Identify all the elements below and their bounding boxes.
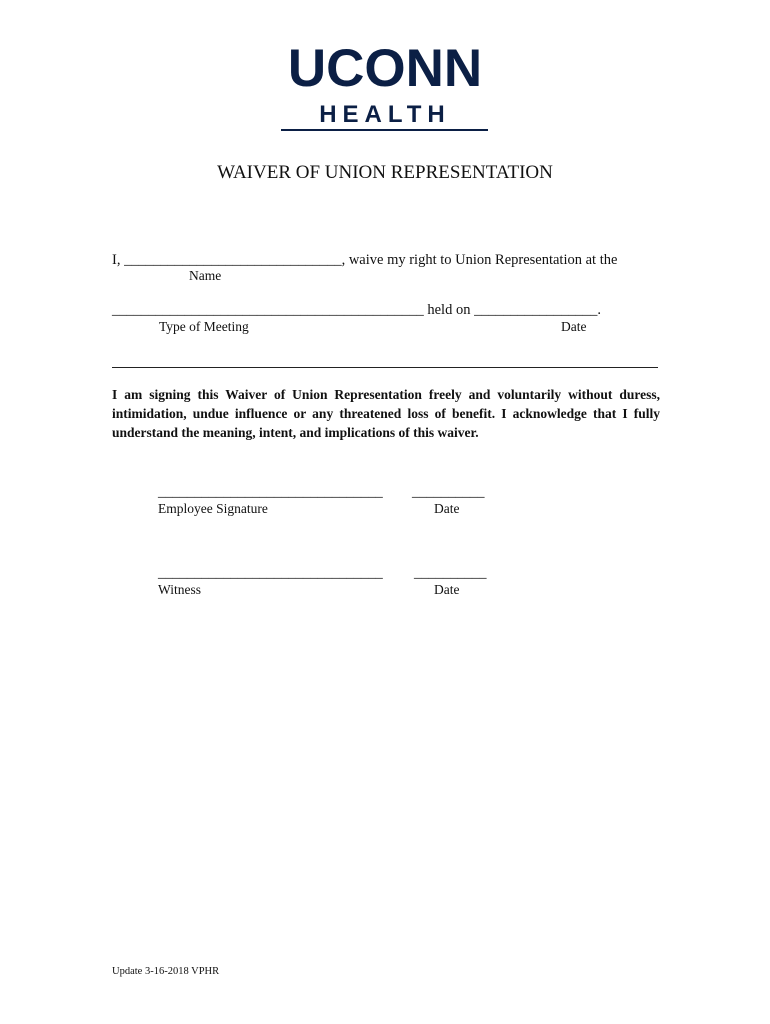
witness-label: Witness — [158, 582, 201, 597]
footer-update-note: Update 3-16-2018 VPHR — [112, 966, 220, 977]
statement-line-2: ___________________________________________ held on _________________. — [112, 302, 601, 318]
meeting-type-caption: Type of Meeting — [159, 319, 249, 334]
logo-divider — [281, 129, 488, 131]
page-title: WAIVER OF UNION REPRESENTATION — [217, 162, 553, 183]
section-divider — [112, 367, 658, 368]
witness-date-line: __________ — [414, 565, 487, 581]
name-caption: Name — [189, 268, 222, 283]
meeting-date-caption: Date — [561, 319, 587, 334]
logo-uconn: UCONN — [287, 39, 483, 98]
employee-signature-label: Employee Signature — [158, 501, 268, 516]
witness-signature-line: _______________________________ — [158, 565, 383, 581]
employee-date-line: __________ — [412, 484, 485, 500]
witness-date-label: Date — [434, 582, 460, 597]
employee-date-label: Date — [434, 501, 460, 516]
acknowledgement-paragraph: I am signing this Waiver of Union Representation freely and voluntarily without duress, intimidation, undue influence or any threatened loss of benefit. I acknowledge that I fully understand the meaning, intent, and implications of this waiver. — [112, 387, 660, 440]
logo-health: HEALTH — [319, 101, 451, 128]
employee-signature-line: _______________________________ — [158, 484, 383, 500]
statement-line-1: I, ______________________________, waive my right to Union Representation at the — [112, 252, 618, 268]
